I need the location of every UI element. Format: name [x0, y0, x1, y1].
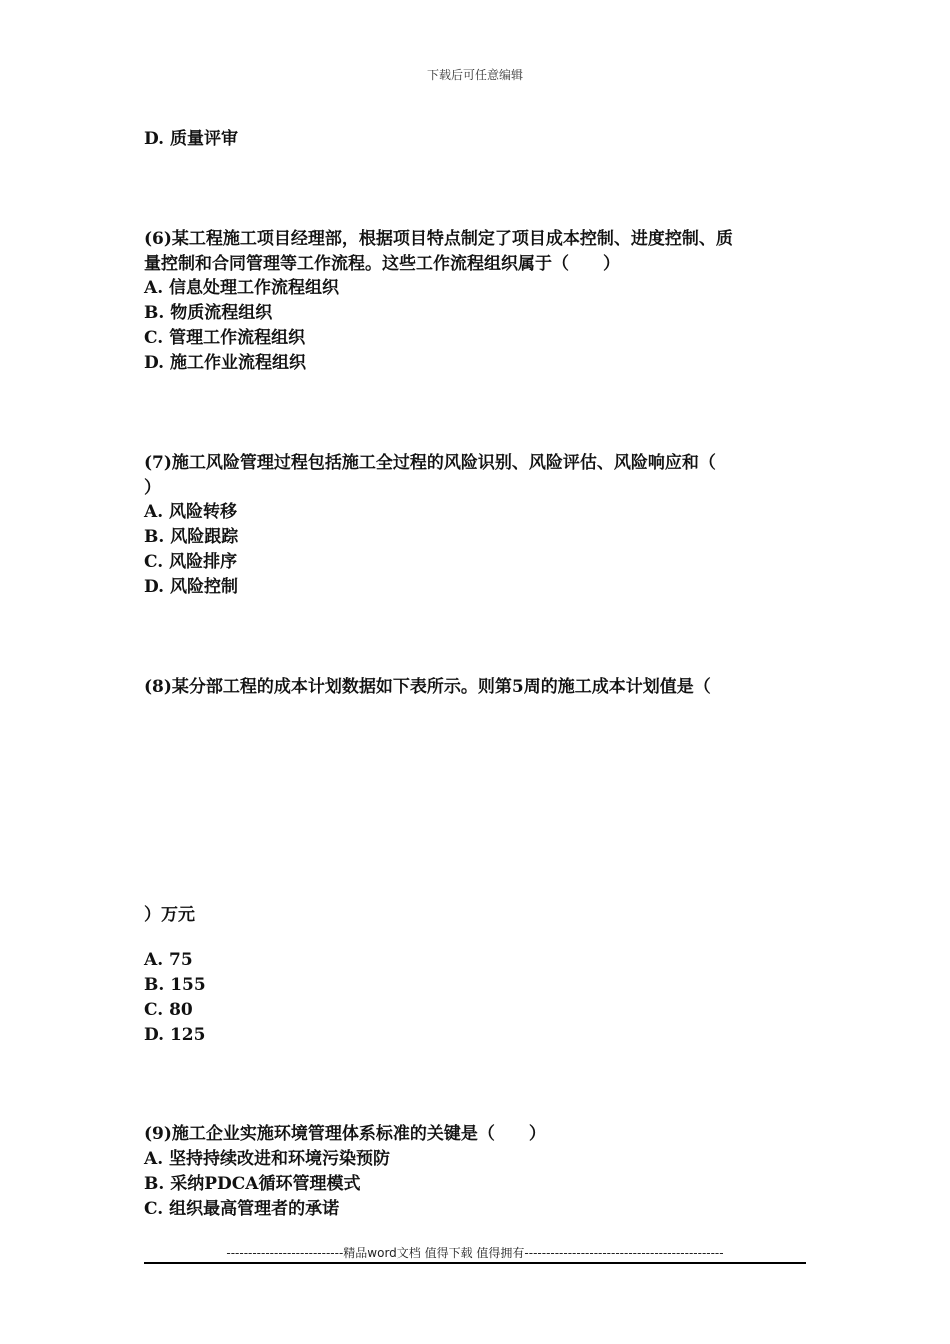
- footer-text: ---------------------------精品word文档 值得下载 值得拥有----------------------------------------------: [226, 1246, 724, 1260]
- footer-rule: [144, 1262, 806, 1264]
- q5-option-d: D. 质量评审: [144, 129, 238, 149]
- q7-option-b: B. 风险跟踪: [144, 527, 239, 547]
- q6-stem-line1: (6)某工程施工项目经理部，根据项目特点制定了项目成本控制、进度控制、质: [144, 229, 733, 249]
- q7-option-d: D. 风险控制: [144, 577, 238, 597]
- q7-stem-line2: ）: [144, 478, 161, 498]
- q8-option-c: C. 80: [144, 1000, 193, 1020]
- q8-option-b: B. 155: [144, 975, 206, 995]
- q6-option-b: B. 物质流程组织: [144, 303, 273, 323]
- q7-option-a: A. 风险转移: [144, 502, 238, 522]
- q7-option-c: C. 风险排序: [144, 552, 238, 572]
- q9-stem-line1: (9)施工企业实施环境管理体系标准的关键是（ ）: [144, 1124, 546, 1144]
- q9-option-a: A. 坚持持续改进和环境污染预防: [144, 1149, 391, 1169]
- page-header: 下载后可任意编辑: [426, 68, 523, 82]
- q8-option-d: D. 125: [144, 1025, 206, 1045]
- q9-option-c: C. 组织最高管理者的承诺: [144, 1199, 340, 1219]
- q6-option-a: A. 信息处理工作流程组织: [144, 278, 340, 298]
- q6-option-c: C. 管理工作流程组织: [144, 328, 306, 348]
- q8-stem-line2: ）万元: [144, 905, 195, 925]
- q6-option-d: D. 施工作业流程组织: [144, 353, 306, 373]
- q8-option-a: A. 75: [144, 950, 193, 970]
- q9-option-b: B. 采纳PDCA循环管理模式: [144, 1174, 361, 1194]
- q8-stem-line1: (8)某分部工程的成本计划数据如下表所示。则第5周的施工成本计划值是（: [144, 677, 711, 697]
- q6-stem-line2: 量控制和合同管理等工作流程。这些工作流程组织属于（ ）: [144, 254, 620, 274]
- q7-stem-line1: (7)施工风险管理过程包括施工全过程的风险识别、风险评估、风险响应和（: [144, 453, 716, 473]
